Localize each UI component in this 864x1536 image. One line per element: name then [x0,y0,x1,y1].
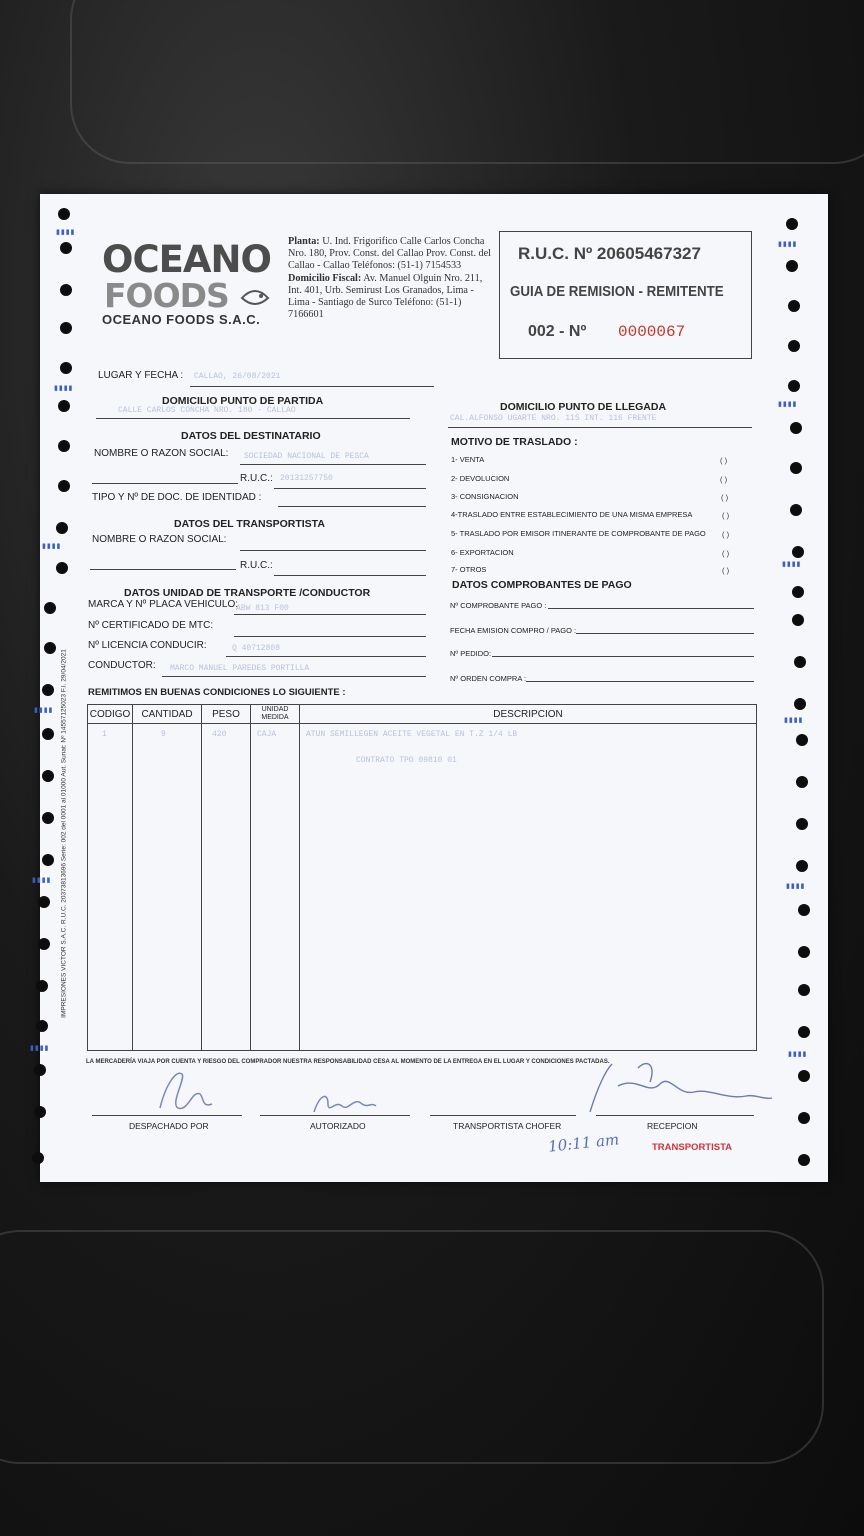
ruc-box [499,231,752,359]
col-cantidad: CANTIDAD [133,705,202,724]
destinatario-header: DATOS DEL DESTINATARIO [181,430,321,442]
punto-partida-header: DOMICILIO PUNTO DE PARTIDA [162,395,324,407]
conductor-label: CONDUCTOR: [88,660,156,671]
transportista-chofer-label: TRANSPORTISTA CHOFER [453,1121,562,1131]
punto-llegada-header: DOMICILIO PUNTO DE LLEGADA [500,401,667,413]
col-codigo: CODIGO [88,705,133,724]
logo-foods: FOODS [104,276,229,315]
items-table [87,704,757,1051]
motivo-7: 7- OTROS [451,565,487,574]
phone-label-1: Teléfonos: [352,260,395,272]
motivo-2: 2- DEVOLUCION [451,474,510,483]
table-row: 1 9 420 CAJA ATUN SEMILLEGEN ACEITE VEGETAL EN T.Z 1/4 LB CONTRATO TPO 09810 01 [88,724,757,1051]
plant-label: Planta: [288,236,320,247]
tipo-doc-label: TIPO Y Nº DE DOC. DE IDENTIDAD : [92,492,262,503]
document-title: GUIA DE REMISION - REMITENTE [510,284,724,300]
series-label: 002 - Nº [528,323,587,340]
razon-social-label-2: NOMBRE O RAZON SOCIAL: [92,534,227,545]
disclaimer: LA MERCADERÍA VIAJA POR CUENTA Y RIESGO DEL COMPRADOR NUESTRA RESPONSABILIDAD CESA AL MOMENTO DE LA ENTREGA EN EL LUGAR Y CONDICIONES PACTADAS. [86,1059,610,1065]
fiscal-label: Domicilio Fiscal: [288,272,362,284]
marca-placa-label: MARCA Y Nº PLACA VEHICULO: [88,599,238,610]
company-name: OCEANO FOODS S.A.C. [102,312,261,327]
document-number: 0000067 [618,323,686,341]
fish-logo-icon [238,286,272,313]
motivo-5: 5- TRASLADO POR EMISOR ITINERANTE DE COMPROBANTE DE PAGO [451,529,706,538]
handwritten-time: 10:11 am [547,1130,620,1156]
motivo-5-checkbox[interactable]: ( ) [722,530,730,539]
certificado-label: Nº CERTIFICADO DE MTC: [88,620,214,631]
phone-label-2: Teléfono: [394,297,434,309]
copy-label-transportista: TRANSPORTISTA [652,1142,733,1153]
motivo-4-checkbox[interactable]: ( ) [722,511,730,520]
motivo-1-checkbox[interactable]: ( ) [720,456,728,465]
unidad-transporte-header: DATOS UNIDAD DE TRANSPORTE /CONDUCTOR [124,587,371,599]
phone-2: (51-1) 7166601 [288,297,462,321]
fiscal-address: Av. Manuel Olguin Nro. 211, Int. 401, Urb. Semirust Los Granados, Lima - Lima - Santiago de Surco [288,272,483,309]
motivo-3-checkbox[interactable]: ( ) [721,493,729,502]
motivo-1: 1- VENTA [451,455,485,464]
signature-despachado [152,1064,222,1121]
ruc-number: R.U.C. Nº 20605467327 [518,244,701,263]
comprobante-label: Nº COMPROBANTE PAGO : [450,601,547,610]
motivo-7-checkbox[interactable]: ( ) [722,566,730,575]
company-addresses [288,236,496,321]
seat-stitch-bottom [0,1230,824,1464]
licencia-label: Nº LICENCIA CONDUCIR: [88,640,207,651]
logo-oceano: OCEANO [102,238,271,281]
fecha-emision-label: FECHA EMISION COMPRO / PAGO : [450,626,577,635]
pedido-label: Nº PEDIDO: [450,649,492,658]
despachado-label: DESPACHADO POR [129,1121,209,1131]
seat-stitch-top [70,0,864,164]
items-heading: REMITIMOS EN BUENAS CONDICIONES LO SIGUIENTE : [88,687,346,698]
razon-social-label: NOMBRE O RAZON SOCIAL: [94,448,229,459]
transportista-header: DATOS DEL TRANSPORTISTA [174,518,325,530]
motivo-4: 4-TRASLADO ENTRE ESTABLECIMIENTO DE UNA MISMA EMPRESA [451,510,693,519]
ruc-label-2: R.U.C.: [240,560,273,571]
motivo-2-checkbox[interactable]: ( ) [720,475,728,484]
col-unidad-medida: UNIDAD MEDIDA [251,705,300,724]
ruc-label: R.U.C.: [240,473,273,484]
orden-compra-label: Nº ORDEN COMPRA : [450,674,527,683]
signature-autorizado [310,1086,380,1125]
phone-1: (51-1) 7154533 [397,260,462,272]
lugar-fecha-label: LUGAR Y FECHA : [98,370,184,381]
motivo-6-checkbox[interactable]: ( ) [722,549,730,558]
comprobantes-header: DATOS COMPROBANTES DE PAGO [452,579,632,591]
motivo-3: 3- CONSIGNACION [451,492,519,501]
remission-guide-paper: ▮▮▮▮ ▮▮▮▮ ▮▮▮▮ ▮▮▮▮ ▮▮▮▮ ▮▮▮▮ ▮▮▮▮ ▮▮▮▮ ▮▮▮▮ ▮▮▮▮ ▮▮▮▮ ▮▮▮▮ IMPRESIONES VICTOR S.A.C. R.U.C. 20373813696 Serie: 002 del 0001 al 01000 Aut. Sunat: Nº 14557125023 F.I. 29/04/2021 OCEANO FOODS OCEANO FOODS S.A.C. Planta: U. Ind. Frigorifico Calle Carlos Concha Nro. 180, Prov. Const. del Callao Prov. Const. del Callao - Callao Teléfonos: (51-1) 7154533 Domicilio Fiscal: Av. Manuel Olguin Nro. 211, Int. 401, Urb. Semirust Los Granados, Lima - Lima - Santiago de Surco Teléfono: (51-1) 7166601 R.U.C. Nº 20605467327 GUIA DE REMISION - REMITENTE 002 - Nº 0000067 LUGAR Y FECHA : CALLAO, 26/08/2021 DOMICILIO PUNTO DE PARTIDA CALLE CARLOS CONCHA NRO. 180 - CALLAO DATOS DEL DESTINATARIO NOMBRE O RAZON SOCIAL: SOCIEDAD NACIONAL DE PESCA R.U.C.: 20131257750 TIPO Y Nº DE DOC. DE IDENTIDAD : DATOS DEL TRANSPORTISTA NOMBRE O RAZON SOCIAL: R.U.C.: DATOS UNIDAD DE TRANSPORTE /CONDUCTOR MARCA Y Nº PLACA VEHICULO: ABW 813 F00 Nº CERTIFICADO DE MTC: Nº LICENCIA CONDUCIR: Q 40712808 CONDUCTOR: MARCO MANUEL PAREDES PORTILLA DOMICILIO PUNTO DE LLEGADA CAL.ALFONSO UGARTE NRO. 115 INT. 116 FRENTE MOTIVO DE TRASLADO : 1- VENTA 2- DEVOLUCION 3- CONSIGNACION 4-TRASLADO ENTRE ESTABLECIMIENTO DE UNA MISMA EMPRESA 5- TRASLADO POR EMISOR ITINERANTE DE COMPROBANTE DE PAGO 6- EXPORTACION 7- OTROS ( ) ( ) ( ) ( ) ( ) ( ) ( ) DATOS COMPROBANTES DE PAGO Nº COMPROBANTE PAGO : FECHA EMISION COMPRO / PAGO : Nº PEDIDO: Nº ORDEN COMPRA : REMITIMOS EN BUENAS CONDICIONES LO SIGUIENTE : CODIGO CANTIDAD PESO UNIDAD MEDIDA DESCRIPCION 1 9 420 CAJA ATUN SEMILLEGEN ACEITE VEGETAL EN T.Z 1/4 LB CONTRATO TPO 09810 01 LA MERCADERÍA VIAJA POR CUENTA Y RIESGO DEL COMPRADOR NUESTRA RESPONSABILIDAD CESA AL MOMENTO DE LA ENTREGA EN EL LUGAR Y CONDICIONES PACTADAS. DESPACHADO POR AUTORIZADO TRANSPORTISTA CHOFER RECEPCION 10:11 am TRANSPORTISTA [40,194,828,1182]
plant-address: U. Ind. Frigorifico Calle Carlos Concha Nro. 180, Prov. Const. del Callao Prov. Const. del Callao - Callao [288,236,491,272]
recepcion-label: RECEPCION [647,1121,698,1131]
motivo-header: MOTIVO DE TRASLADO : [451,436,578,448]
col-peso: PESO [202,705,251,724]
table-header-row [88,705,757,724]
printer-info: IMPRESIONES VICTOR S.A.C. R.U.C. 20373813696 Serie: 002 del 0001 al 01000 Aut. Sunat: Nº 14557125023 F.I. 29/04/2021 [60,649,68,1018]
motivo-6: 6- EXPORTACION [451,548,514,557]
autorizado-label: AUTORIZADO [310,1121,366,1131]
col-descripcion: DESCRIPCION [300,705,757,724]
